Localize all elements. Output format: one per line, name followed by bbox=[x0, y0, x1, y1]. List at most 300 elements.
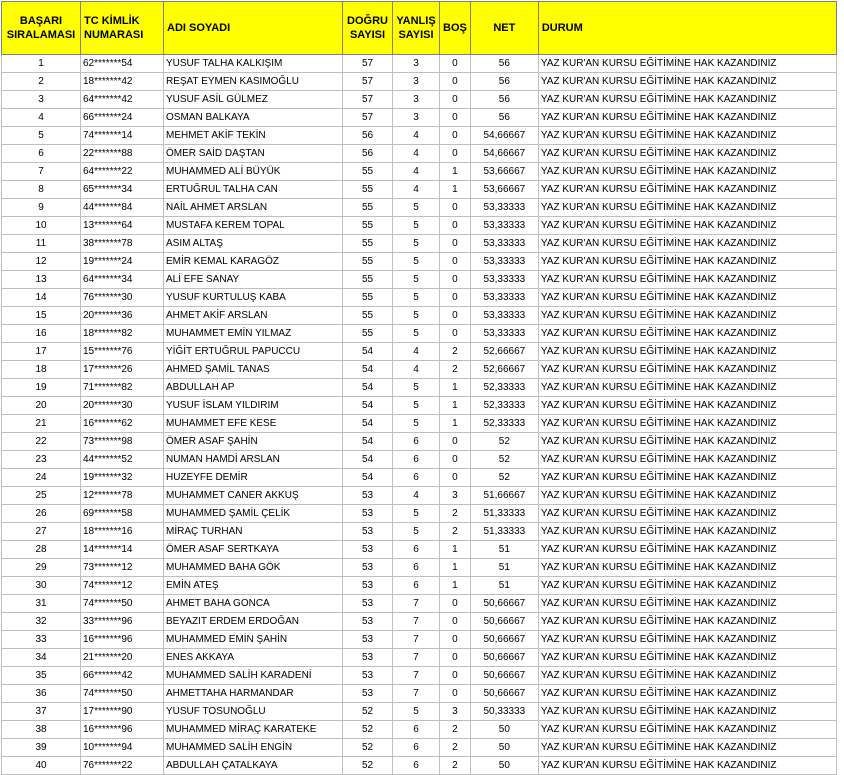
rank-cell[interactable]: 23 bbox=[2, 451, 81, 469]
tc-id-cell[interactable]: 66*******42 bbox=[81, 667, 164, 685]
blank-cell[interactable]: 1 bbox=[440, 163, 471, 181]
blank-cell[interactable]: 1 bbox=[440, 397, 471, 415]
status-cell[interactable]: YAZ KUR'AN KURSU EĞİTİMİNE HAK KAZANDINIZ bbox=[538, 397, 836, 415]
tc-id-cell[interactable]: 13*******64 bbox=[81, 217, 164, 235]
rank-cell[interactable]: 38 bbox=[2, 721, 81, 739]
net-cell[interactable]: 52 bbox=[470, 469, 538, 487]
table-row[interactable] bbox=[2, 271, 837, 289]
correct-cell[interactable]: 55 bbox=[343, 289, 393, 307]
blank-cell[interactable]: 0 bbox=[440, 91, 471, 109]
blank-cell[interactable]: 3 bbox=[440, 703, 471, 721]
wrong-cell[interactable]: 5 bbox=[393, 253, 440, 271]
wrong-cell[interactable]: 4 bbox=[393, 163, 440, 181]
blank-cell[interactable]: 0 bbox=[440, 145, 471, 163]
status-cell[interactable]: YAZ KUR'AN KURSU EĞİTİMİNE HAK KAZANDINIZ bbox=[538, 343, 836, 361]
blank-cell[interactable]: 0 bbox=[440, 109, 471, 127]
rank-cell[interactable]: 25 bbox=[2, 487, 81, 505]
correct-cell[interactable]: 52 bbox=[343, 703, 393, 721]
correct-cell[interactable]: 54 bbox=[343, 415, 393, 433]
tc-id-cell[interactable]: 69*******58 bbox=[81, 505, 164, 523]
tc-id-cell[interactable]: 16*******96 bbox=[81, 631, 164, 649]
blank-cell[interactable]: 0 bbox=[440, 667, 471, 685]
blank-cell[interactable]: 0 bbox=[440, 217, 471, 235]
net-cell[interactable]: 50,66667 bbox=[470, 631, 538, 649]
status-cell[interactable]: YAZ KUR'AN KURSU EĞİTİMİNE HAK KAZANDINIZ bbox=[538, 757, 836, 775]
correct-cell[interactable]: 54 bbox=[343, 433, 393, 451]
net-cell[interactable]: 51 bbox=[470, 541, 538, 559]
rank-cell[interactable]: 24 bbox=[2, 469, 81, 487]
net-cell[interactable]: 53,33333 bbox=[470, 289, 538, 307]
wrong-cell[interactable]: 3 bbox=[393, 91, 440, 109]
net-cell[interactable]: 53,33333 bbox=[470, 235, 538, 253]
rank-cell[interactable]: 2 bbox=[2, 73, 81, 91]
full-name-cell[interactable]: EMİR KEMAL KARAGÖZ bbox=[164, 253, 343, 271]
table-row[interactable] bbox=[2, 379, 837, 397]
rank-cell[interactable]: 22 bbox=[2, 433, 81, 451]
table-row[interactable] bbox=[2, 757, 837, 775]
tc-id-cell[interactable]: 33*******96 bbox=[81, 613, 164, 631]
wrong-cell[interactable]: 4 bbox=[393, 145, 440, 163]
status-cell[interactable]: YAZ KUR'AN KURSU EĞİTİMİNE HAK KAZANDINIZ bbox=[538, 217, 836, 235]
table-row[interactable] bbox=[2, 343, 837, 361]
status-cell[interactable]: YAZ KUR'AN KURSU EĞİTİMİNE HAK KAZANDINIZ bbox=[538, 505, 836, 523]
net-cell[interactable]: 50 bbox=[470, 739, 538, 757]
blank-cell[interactable]: 0 bbox=[440, 685, 471, 703]
correct-cell[interactable]: 54 bbox=[343, 343, 393, 361]
tc-id-cell[interactable]: 14*******14 bbox=[81, 541, 164, 559]
status-cell[interactable]: YAZ KUR'AN KURSU EĞİTİMİNE HAK KAZANDINIZ bbox=[538, 415, 836, 433]
blank-cell[interactable]: 0 bbox=[440, 271, 471, 289]
rank-cell[interactable]: 14 bbox=[2, 289, 81, 307]
wrong-cell[interactable]: 6 bbox=[393, 433, 440, 451]
tc-id-cell[interactable]: 18*******82 bbox=[81, 325, 164, 343]
table-row[interactable] bbox=[2, 703, 837, 721]
rank-cell[interactable]: 21 bbox=[2, 415, 81, 433]
table-row[interactable] bbox=[2, 199, 837, 217]
table-row[interactable] bbox=[2, 685, 837, 703]
net-cell[interactable]: 53,33333 bbox=[470, 325, 538, 343]
tc-id-cell[interactable]: 73*******98 bbox=[81, 433, 164, 451]
wrong-cell[interactable]: 5 bbox=[393, 199, 440, 217]
status-cell[interactable]: YAZ KUR'AN KURSU EĞİTİMİNE HAK KAZANDINIZ bbox=[538, 649, 836, 667]
table-row[interactable] bbox=[2, 559, 837, 577]
wrong-cell[interactable]: 6 bbox=[393, 721, 440, 739]
table-row[interactable] bbox=[2, 91, 837, 109]
rank-cell[interactable]: 4 bbox=[2, 109, 81, 127]
tc-id-cell[interactable]: 38*******78 bbox=[81, 235, 164, 253]
correct-cell[interactable]: 52 bbox=[343, 757, 393, 775]
blank-cell[interactable]: 1 bbox=[440, 559, 471, 577]
status-cell[interactable]: YAZ KUR'AN KURSU EĞİTİMİNE HAK KAZANDINIZ bbox=[538, 559, 836, 577]
correct-cell[interactable]: 52 bbox=[343, 739, 393, 757]
blank-cell[interactable]: 1 bbox=[440, 577, 471, 595]
table-row[interactable] bbox=[2, 649, 837, 667]
rank-cell[interactable]: 32 bbox=[2, 613, 81, 631]
table-row[interactable] bbox=[2, 541, 837, 559]
blank-cell[interactable]: 2 bbox=[440, 505, 471, 523]
rank-cell[interactable]: 33 bbox=[2, 631, 81, 649]
tc-id-cell[interactable]: 18*******16 bbox=[81, 523, 164, 541]
table-row[interactable] bbox=[2, 289, 837, 307]
status-cell[interactable]: YAZ KUR'AN KURSU EĞİTİMİNE HAK KAZANDINIZ bbox=[538, 721, 836, 739]
full-name-cell[interactable]: ASIM ALTAŞ bbox=[164, 235, 343, 253]
rank-cell[interactable]: 16 bbox=[2, 325, 81, 343]
wrong-cell[interactable]: 4 bbox=[393, 127, 440, 145]
correct-cell[interactable]: 57 bbox=[343, 109, 393, 127]
wrong-cell[interactable]: 7 bbox=[393, 649, 440, 667]
blank-cell[interactable]: 0 bbox=[440, 469, 471, 487]
rank-cell[interactable]: 29 bbox=[2, 559, 81, 577]
net-cell[interactable]: 56 bbox=[470, 73, 538, 91]
wrong-cell[interactable]: 5 bbox=[393, 415, 440, 433]
wrong-cell[interactable]: 5 bbox=[393, 271, 440, 289]
rank-cell[interactable]: 1 bbox=[2, 55, 81, 73]
rank-cell[interactable]: 7 bbox=[2, 163, 81, 181]
status-cell[interactable]: YAZ KUR'AN KURSU EĞİTİMİNE HAK KAZANDINIZ bbox=[538, 199, 836, 217]
status-cell[interactable]: YAZ KUR'AN KURSU EĞİTİMİNE HAK KAZANDINIZ bbox=[538, 451, 836, 469]
wrong-cell[interactable]: 5 bbox=[393, 703, 440, 721]
wrong-cell[interactable]: 6 bbox=[393, 739, 440, 757]
status-cell[interactable]: YAZ KUR'AN KURSU EĞİTİMİNE HAK KAZANDINIZ bbox=[538, 271, 836, 289]
blank-cell[interactable]: 0 bbox=[440, 325, 471, 343]
rank-cell[interactable]: 15 bbox=[2, 307, 81, 325]
full-name-cell[interactable]: ALİ EFE SANAY bbox=[164, 271, 343, 289]
blank-cell[interactable]: 2 bbox=[440, 739, 471, 757]
blank-cell[interactable]: 1 bbox=[440, 379, 471, 397]
rank-cell[interactable]: 17 bbox=[2, 343, 81, 361]
table-row[interactable] bbox=[2, 235, 837, 253]
rank-cell[interactable]: 9 bbox=[2, 199, 81, 217]
correct-cell[interactable]: 53 bbox=[343, 487, 393, 505]
wrong-cell[interactable]: 5 bbox=[393, 217, 440, 235]
rank-cell[interactable]: 40 bbox=[2, 757, 81, 775]
correct-cell[interactable]: 54 bbox=[343, 469, 393, 487]
correct-cell[interactable]: 54 bbox=[343, 451, 393, 469]
correct-cell[interactable]: 52 bbox=[343, 721, 393, 739]
status-cell[interactable]: YAZ KUR'AN KURSU EĞİTİMİNE HAK KAZANDINIZ bbox=[538, 73, 836, 91]
correct-cell[interactable]: 53 bbox=[343, 505, 393, 523]
table-row[interactable] bbox=[2, 55, 837, 73]
status-cell[interactable]: YAZ KUR'AN KURSU EĞİTİMİNE HAK KAZANDINIZ bbox=[538, 55, 836, 73]
table-row[interactable] bbox=[2, 739, 837, 757]
correct-cell[interactable]: 53 bbox=[343, 613, 393, 631]
wrong-cell[interactable]: 5 bbox=[393, 235, 440, 253]
table-row[interactable] bbox=[2, 631, 837, 649]
correct-cell[interactable]: 53 bbox=[343, 523, 393, 541]
wrong-cell[interactable]: 4 bbox=[393, 361, 440, 379]
tc-id-cell[interactable]: 64*******42 bbox=[81, 91, 164, 109]
wrong-cell[interactable]: 6 bbox=[393, 469, 440, 487]
table-row[interactable] bbox=[2, 469, 837, 487]
rank-cell[interactable]: 37 bbox=[2, 703, 81, 721]
correct-cell[interactable]: 53 bbox=[343, 559, 393, 577]
tc-id-cell[interactable]: 20*******30 bbox=[81, 397, 164, 415]
correct-cell[interactable]: 55 bbox=[343, 181, 393, 199]
rank-cell[interactable]: 19 bbox=[2, 379, 81, 397]
rank-cell[interactable]: 10 bbox=[2, 217, 81, 235]
status-cell[interactable]: YAZ KUR'AN KURSU EĞİTİMİNE HAK KAZANDINIZ bbox=[538, 739, 836, 757]
full-name-cell[interactable]: ÖMER ASAF ŞAHİN bbox=[164, 433, 343, 451]
rank-cell[interactable]: 3 bbox=[2, 91, 81, 109]
status-cell[interactable]: YAZ KUR'AN KURSU EĞİTİMİNE HAK KAZANDINIZ bbox=[538, 667, 836, 685]
table-row[interactable] bbox=[2, 181, 837, 199]
full-name-cell[interactable]: MUSTAFA KEREM TOPAL bbox=[164, 217, 343, 235]
correct-cell[interactable]: 55 bbox=[343, 199, 393, 217]
rank-cell[interactable]: 28 bbox=[2, 541, 81, 559]
net-cell[interactable]: 53,33333 bbox=[470, 253, 538, 271]
net-cell[interactable]: 52 bbox=[470, 433, 538, 451]
full-name-cell[interactable]: REŞAT EYMEN KASIMOĞLU bbox=[164, 73, 343, 91]
status-cell[interactable]: YAZ KUR'AN KURSU EĞİTİMİNE HAK KAZANDINIZ bbox=[538, 631, 836, 649]
net-cell[interactable]: 56 bbox=[470, 109, 538, 127]
correct-cell[interactable]: 54 bbox=[343, 361, 393, 379]
wrong-cell[interactable]: 4 bbox=[393, 343, 440, 361]
net-cell[interactable]: 53,33333 bbox=[470, 199, 538, 217]
rank-cell[interactable]: 39 bbox=[2, 739, 81, 757]
tc-id-cell[interactable]: 20*******36 bbox=[81, 307, 164, 325]
net-cell[interactable]: 56 bbox=[470, 55, 538, 73]
blank-cell[interactable]: 0 bbox=[440, 289, 471, 307]
wrong-cell[interactable]: 6 bbox=[393, 559, 440, 577]
table-row[interactable] bbox=[2, 721, 837, 739]
table-row[interactable] bbox=[2, 577, 837, 595]
table-row[interactable] bbox=[2, 307, 837, 325]
tc-id-cell[interactable]: 66*******24 bbox=[81, 109, 164, 127]
rank-cell[interactable]: 5 bbox=[2, 127, 81, 145]
wrong-cell[interactable]: 7 bbox=[393, 685, 440, 703]
correct-cell[interactable]: 55 bbox=[343, 307, 393, 325]
full-name-cell[interactable]: ENES AKKAYA bbox=[164, 649, 343, 667]
blank-cell[interactable]: 0 bbox=[440, 127, 471, 145]
net-cell[interactable]: 50 bbox=[470, 721, 538, 739]
table-row[interactable] bbox=[2, 613, 837, 631]
correct-cell[interactable]: 53 bbox=[343, 595, 393, 613]
rank-cell[interactable]: 12 bbox=[2, 253, 81, 271]
table-row[interactable] bbox=[2, 433, 837, 451]
full-name-cell[interactable]: ABDULLAH ÇATALKAYA bbox=[164, 757, 343, 775]
wrong-cell[interactable]: 5 bbox=[393, 379, 440, 397]
status-cell[interactable]: YAZ KUR'AN KURSU EĞİTİMİNE HAK KAZANDINIZ bbox=[538, 163, 836, 181]
status-cell[interactable]: YAZ KUR'AN KURSU EĞİTİMİNE HAK KAZANDINIZ bbox=[538, 91, 836, 109]
correct-cell[interactable]: 57 bbox=[343, 55, 393, 73]
full-name-cell[interactable]: MUHAMMED MİRAÇ KARATEKE bbox=[164, 721, 343, 739]
wrong-cell[interactable]: 5 bbox=[393, 397, 440, 415]
net-cell[interactable]: 54,66667 bbox=[470, 145, 538, 163]
correct-cell[interactable]: 57 bbox=[343, 73, 393, 91]
full-name-cell[interactable]: EMİN ATEŞ bbox=[164, 577, 343, 595]
full-name-cell[interactable]: MUHAMMET EFE KESE bbox=[164, 415, 343, 433]
tc-id-cell[interactable]: 76*******30 bbox=[81, 289, 164, 307]
status-cell[interactable]: YAZ KUR'AN KURSU EĞİTİMİNE HAK KAZANDINIZ bbox=[538, 685, 836, 703]
net-cell[interactable]: 52,66667 bbox=[470, 343, 538, 361]
full-name-cell[interactable]: AHMET BAHA GONCA bbox=[164, 595, 343, 613]
full-name-cell[interactable]: AHMED ŞAMİL TANAS bbox=[164, 361, 343, 379]
correct-cell[interactable]: 53 bbox=[343, 667, 393, 685]
wrong-cell[interactable]: 5 bbox=[393, 307, 440, 325]
tc-id-cell[interactable]: 62*******54 bbox=[81, 55, 164, 73]
tc-id-cell[interactable]: 74*******50 bbox=[81, 685, 164, 703]
wrong-cell[interactable]: 6 bbox=[393, 541, 440, 559]
full-name-cell[interactable]: ABDULLAH AP bbox=[164, 379, 343, 397]
full-name-cell[interactable]: ÖMER SAİD DAŞTAN bbox=[164, 145, 343, 163]
rank-cell[interactable]: 20 bbox=[2, 397, 81, 415]
table-row[interactable] bbox=[2, 325, 837, 343]
full-name-cell[interactable]: MUHAMMET EMİN YILMAZ bbox=[164, 325, 343, 343]
status-cell[interactable]: YAZ KUR'AN KURSU EĞİTİMİNE HAK KAZANDINIZ bbox=[538, 361, 836, 379]
full-name-cell[interactable]: YUSUF TALHA KALKIŞIM bbox=[164, 55, 343, 73]
table-row[interactable] bbox=[2, 217, 837, 235]
correct-cell[interactable]: 53 bbox=[343, 541, 393, 559]
wrong-cell[interactable]: 6 bbox=[393, 577, 440, 595]
net-cell[interactable]: 50 bbox=[470, 757, 538, 775]
tc-id-cell[interactable]: 76*******22 bbox=[81, 757, 164, 775]
wrong-cell[interactable]: 5 bbox=[393, 505, 440, 523]
net-cell[interactable]: 50,66667 bbox=[470, 595, 538, 613]
table-row[interactable] bbox=[2, 163, 837, 181]
tc-id-cell[interactable]: 17*******90 bbox=[81, 703, 164, 721]
tc-id-cell[interactable]: 12*******78 bbox=[81, 487, 164, 505]
net-cell[interactable]: 51,66667 bbox=[470, 487, 538, 505]
status-cell[interactable]: YAZ KUR'AN KURSU EĞİTİMİNE HAK KAZANDINIZ bbox=[538, 523, 836, 541]
blank-cell[interactable]: 0 bbox=[440, 613, 471, 631]
full-name-cell[interactable]: AHMET AKİF ARSLAN bbox=[164, 307, 343, 325]
blank-cell[interactable]: 1 bbox=[440, 181, 471, 199]
status-cell[interactable]: YAZ KUR'AN KURSU EĞİTİMİNE HAK KAZANDINIZ bbox=[538, 469, 836, 487]
full-name-cell[interactable]: MEHMET AKİF TEKİN bbox=[164, 127, 343, 145]
tc-id-cell[interactable]: 18*******42 bbox=[81, 73, 164, 91]
net-cell[interactable]: 50,33333 bbox=[470, 703, 538, 721]
full-name-cell[interactable]: YUSUF ASİL GÜLMEZ bbox=[164, 91, 343, 109]
net-cell[interactable]: 53,66667 bbox=[470, 181, 538, 199]
status-cell[interactable]: YAZ KUR'AN KURSU EĞİTİMİNE HAK KAZANDINIZ bbox=[538, 541, 836, 559]
table-row[interactable] bbox=[2, 127, 837, 145]
table-row[interactable] bbox=[2, 361, 837, 379]
full-name-cell[interactable]: NAİL AHMET ARSLAN bbox=[164, 199, 343, 217]
table-row[interactable] bbox=[2, 595, 837, 613]
rank-cell[interactable]: 6 bbox=[2, 145, 81, 163]
status-cell[interactable]: YAZ KUR'AN KURSU EĞİTİMİNE HAK KAZANDINIZ bbox=[538, 703, 836, 721]
status-cell[interactable]: YAZ KUR'AN KURSU EĞİTİMİNE HAK KAZANDINIZ bbox=[538, 253, 836, 271]
net-cell[interactable]: 53,33333 bbox=[470, 307, 538, 325]
net-cell[interactable]: 52,33333 bbox=[470, 415, 538, 433]
wrong-cell[interactable]: 7 bbox=[393, 613, 440, 631]
net-cell[interactable]: 54,66667 bbox=[470, 127, 538, 145]
blank-cell[interactable]: 0 bbox=[440, 253, 471, 271]
correct-cell[interactable]: 53 bbox=[343, 631, 393, 649]
full-name-cell[interactable]: ERTUĞRUL TALHA CAN bbox=[164, 181, 343, 199]
tc-id-cell[interactable]: 74*******14 bbox=[81, 127, 164, 145]
correct-cell[interactable]: 54 bbox=[343, 379, 393, 397]
wrong-cell[interactable]: 5 bbox=[393, 523, 440, 541]
tc-id-cell[interactable]: 22*******88 bbox=[81, 145, 164, 163]
status-cell[interactable]: YAZ KUR'AN KURSU EĞİTİMİNE HAK KAZANDINIZ bbox=[538, 433, 836, 451]
correct-cell[interactable]: 55 bbox=[343, 163, 393, 181]
status-cell[interactable]: YAZ KUR'AN KURSU EĞİTİMİNE HAK KAZANDINIZ bbox=[538, 379, 836, 397]
wrong-cell[interactable]: 5 bbox=[393, 325, 440, 343]
tc-id-cell[interactable]: 19*******24 bbox=[81, 253, 164, 271]
correct-cell[interactable]: 55 bbox=[343, 325, 393, 343]
net-cell[interactable]: 52,66667 bbox=[470, 361, 538, 379]
wrong-cell[interactable]: 7 bbox=[393, 667, 440, 685]
status-cell[interactable]: YAZ KUR'AN KURSU EĞİTİMİNE HAK KAZANDINIZ bbox=[538, 127, 836, 145]
full-name-cell[interactable]: BEYAZIT ERDEM ERDOĞAN bbox=[164, 613, 343, 631]
status-cell[interactable]: YAZ KUR'AN KURSU EĞİTİMİNE HAK KAZANDINIZ bbox=[538, 145, 836, 163]
net-cell[interactable]: 50,66667 bbox=[470, 685, 538, 703]
status-cell[interactable]: YAZ KUR'AN KURSU EĞİTİMİNE HAK KAZANDINIZ bbox=[538, 487, 836, 505]
status-cell[interactable]: YAZ KUR'AN KURSU EĞİTİMİNE HAK KAZANDINIZ bbox=[538, 595, 836, 613]
net-cell[interactable]: 53,33333 bbox=[470, 271, 538, 289]
correct-cell[interactable]: 55 bbox=[343, 217, 393, 235]
full-name-cell[interactable]: YUSUF KURTULUŞ KABA bbox=[164, 289, 343, 307]
tc-id-cell[interactable]: 21*******20 bbox=[81, 649, 164, 667]
rank-cell[interactable]: 18 bbox=[2, 361, 81, 379]
full-name-cell[interactable]: MUHAMMED ALİ BÜYÜK bbox=[164, 163, 343, 181]
wrong-cell[interactable]: 4 bbox=[393, 181, 440, 199]
rank-cell[interactable]: 35 bbox=[2, 667, 81, 685]
blank-cell[interactable]: 0 bbox=[440, 73, 471, 91]
rank-cell[interactable]: 31 bbox=[2, 595, 81, 613]
status-cell[interactable]: YAZ KUR'AN KURSU EĞİTİMİNE HAK KAZANDINIZ bbox=[538, 325, 836, 343]
full-name-cell[interactable]: MUHAMMED EMİN ŞAHİN bbox=[164, 631, 343, 649]
full-name-cell[interactable]: YUSUF TOSUNOĞLU bbox=[164, 703, 343, 721]
net-cell[interactable]: 52 bbox=[470, 451, 538, 469]
blank-cell[interactable]: 0 bbox=[440, 451, 471, 469]
table-row[interactable] bbox=[2, 73, 837, 91]
correct-cell[interactable]: 56 bbox=[343, 145, 393, 163]
wrong-cell[interactable]: 6 bbox=[393, 451, 440, 469]
status-cell[interactable]: YAZ KUR'AN KURSU EĞİTİMİNE HAK KAZANDINIZ bbox=[538, 181, 836, 199]
tc-id-cell[interactable]: 44*******84 bbox=[81, 199, 164, 217]
status-cell[interactable]: YAZ KUR'AN KURSU EĞİTİMİNE HAK KAZANDINIZ bbox=[538, 289, 836, 307]
rank-cell[interactable]: 26 bbox=[2, 505, 81, 523]
rank-cell[interactable]: 13 bbox=[2, 271, 81, 289]
table-row[interactable] bbox=[2, 487, 837, 505]
tc-id-cell[interactable]: 74*******50 bbox=[81, 595, 164, 613]
correct-cell[interactable]: 57 bbox=[343, 91, 393, 109]
full-name-cell[interactable]: YİĞİT ERTUĞRUL PAPUCCU bbox=[164, 343, 343, 361]
rank-cell[interactable]: 8 bbox=[2, 181, 81, 199]
net-cell[interactable]: 50,66667 bbox=[470, 649, 538, 667]
full-name-cell[interactable]: MUHAMMED SALİH ENGİN bbox=[164, 739, 343, 757]
tc-id-cell[interactable]: 73*******12 bbox=[81, 559, 164, 577]
tc-id-cell[interactable]: 64*******34 bbox=[81, 271, 164, 289]
rank-cell[interactable]: 30 bbox=[2, 577, 81, 595]
blank-cell[interactable]: 0 bbox=[440, 649, 471, 667]
tc-id-cell[interactable]: 64*******22 bbox=[81, 163, 164, 181]
wrong-cell[interactable]: 6 bbox=[393, 757, 440, 775]
tc-id-cell[interactable]: 74*******12 bbox=[81, 577, 164, 595]
full-name-cell[interactable]: MİRAÇ TURHAN bbox=[164, 523, 343, 541]
table-row[interactable] bbox=[2, 505, 837, 523]
rank-cell[interactable]: 36 bbox=[2, 685, 81, 703]
blank-cell[interactable]: 0 bbox=[440, 307, 471, 325]
status-cell[interactable]: YAZ KUR'AN KURSU EĞİTİMİNE HAK KAZANDINIZ bbox=[538, 109, 836, 127]
table-row[interactable] bbox=[2, 145, 837, 163]
status-cell[interactable]: YAZ KUR'AN KURSU EĞİTİMİNE HAK KAZANDINIZ bbox=[538, 577, 836, 595]
blank-cell[interactable]: 2 bbox=[440, 523, 471, 541]
net-cell[interactable]: 51 bbox=[470, 559, 538, 577]
rank-cell[interactable]: 34 bbox=[2, 649, 81, 667]
tc-id-cell[interactable]: 65*******34 bbox=[81, 181, 164, 199]
net-cell[interactable]: 53,33333 bbox=[470, 217, 538, 235]
tc-id-cell[interactable]: 10*******94 bbox=[81, 739, 164, 757]
blank-cell[interactable]: 1 bbox=[440, 541, 471, 559]
correct-cell[interactable]: 53 bbox=[343, 649, 393, 667]
blank-cell[interactable]: 2 bbox=[440, 361, 471, 379]
full-name-cell[interactable]: MUHAMMED SALİH KARADENİ bbox=[164, 667, 343, 685]
tc-id-cell[interactable]: 71*******82 bbox=[81, 379, 164, 397]
correct-cell[interactable]: 56 bbox=[343, 127, 393, 145]
